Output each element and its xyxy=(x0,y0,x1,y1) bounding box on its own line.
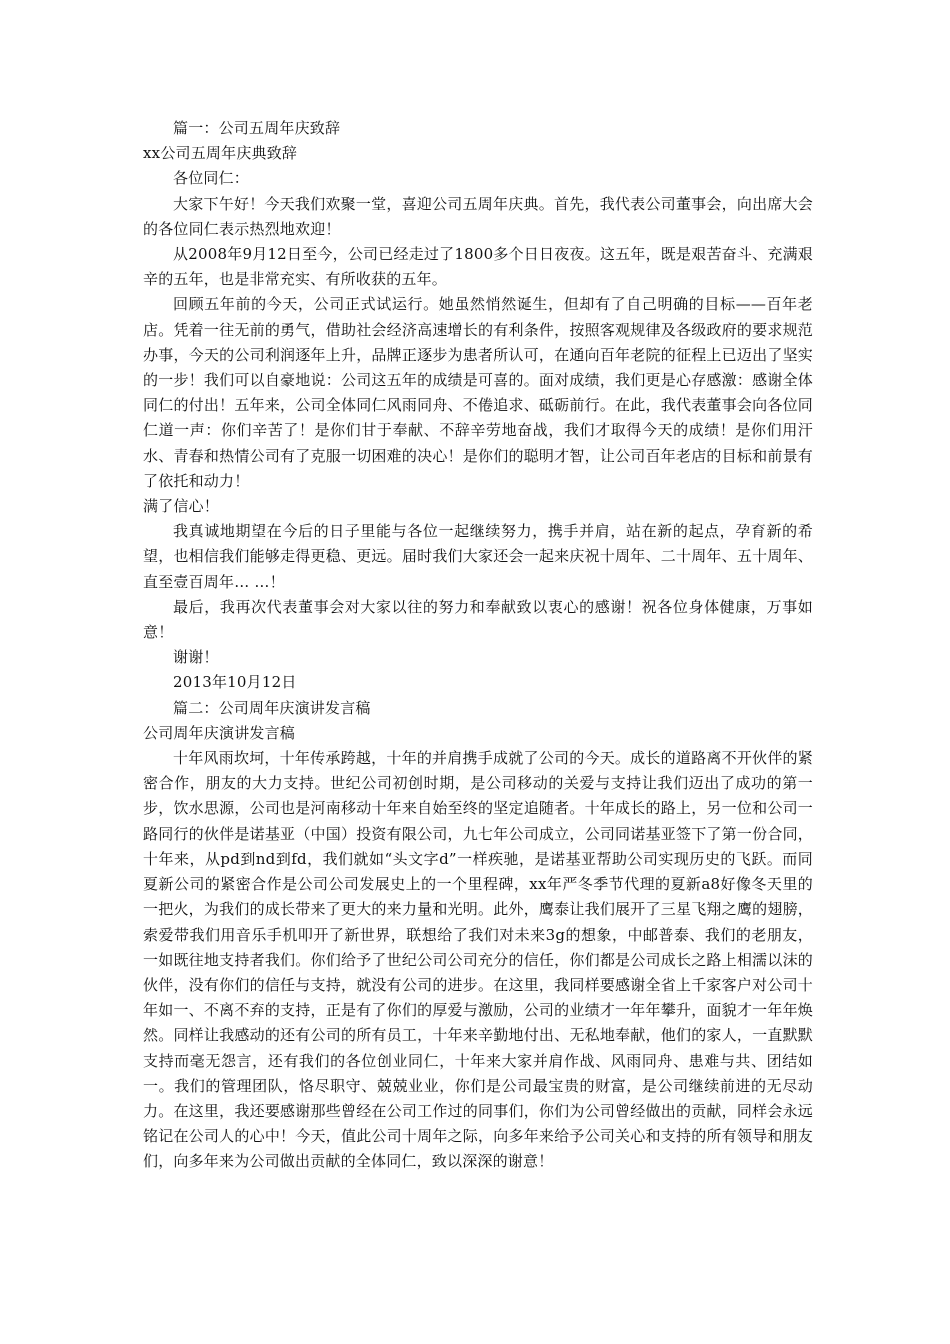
section-one-heading: 篇一：公司五周年庆致辞 xyxy=(173,119,341,137)
section-two-title: 公司周年庆演讲发言稿 xyxy=(143,723,296,742)
paragraph-hope: 我真诚地期望在今后的日子里能与各位一起继续努力，携手并肩，站在新的起点，孕育新的希望，也相信我们能够走得更稳、更远。届时我们大家还会一起来庆祝十周年、二十周年、五十周年、直至壹百周年… …！ xyxy=(143,522,813,591)
paragraph-five-years: 从2008年9月12日至今，公司已经走过了1800多个日日夜夜。这五年，既是艰苦奋斗、充满艰辛的五年，也是非常充实、有所收获的五年。 xyxy=(143,245,813,289)
paragraph-ten-years: 十年风雨坎坷，十年传承跨越，十年的并肩携手成就了公司的今天。成长的道路离不开伙伴的紧密合作，朋友的大力支持。世纪公司初创时期，是公司移动的关爱与支持让我们迈出了成功的第一步，饮水思源，公司也是河南移动十年来自始至终的坚定追随者。十年成长的路上，另一位和公司一路同行的伙伴是诺基亚（中国）投资有限公司，九七年公司成立，公司同诺基亚签下了第一份合同，十年来，从pd到nd到fd，我们就如“头文字d”一样疾驰，是诺基亚帮助公司实现历史的飞跃。而同夏新公司的紧密合作是公司公司发展史上的一个里程碑，xx年严冬季节代理的夏新a8好像冬天里的一把火，为我们的成长带来了更大的来力量和光明。此外，鹰泰让我们展开了三星飞翔之鹰的翅膀，索爱带我们用音乐手机叩开了新世界，联想给了我们对未来3g的想象，中邮普泰、我们的老朋友，一如既往地支持者我们。你们给予了世纪公司公司充分的信任，你们都是公司成长之路上相濡以沫的伙伴，没有你们的信任与支持，就没有公司的进步。在这里，我同样要感谢全省上千家客户对公司十年如一、不离不弃的支持，正是有了你们的厚爱与激励，公司的业绩才一年年攀升，面貌才一年年焕然。同样让我感动的还有公司的所有员工，十年来辛勤地付出、无私地奉献，他们的家人，一直默默支持而毫无怨言，还有我们的各位创业同仁，十年来大家并肩作战、风雨同舟、患难与共、团结如一。我们的管理团队，恪尽职守、兢兢业业，你们是公司最宝贵的财富，是公司继续前进的无尽动力。在这里，我还要感谢那些曾经在公司工作过的同事们，你们为公司曾经做出的贡献，同样会永远铭记在公司人的心中！今天，值此公司十周年之际，向多年来给予公司关心和支持的所有领导和朋友们，向多年来为公司做出贡献的全体同仁，致以深深的谢意！ xyxy=(143,749,813,1171)
section-two-heading: 篇二：公司周年庆演讲发言稿 xyxy=(173,698,371,717)
section-one-title: xx公司五周年庆典致辞 xyxy=(143,144,298,163)
document-body xyxy=(143,116,813,1175)
paragraph-date: 2013年10月12日 xyxy=(173,673,297,692)
paragraph-thanks: 谢谢！ xyxy=(173,648,219,667)
paragraph-welcome: 大家下午好！今天我们欢聚一堂，喜迎公司五周年庆典。首先，我代表公司董事会，向出席大会的各位同仁表示热烈地欢迎！ xyxy=(143,194,813,238)
salutation: 各位同仁： xyxy=(173,169,250,188)
paragraph-review: 回顾五年前的今天，公司正式试运行。她虽然悄然诞生，但却有了自己明确的目标——百年老店。凭着一往无前的勇气，借助社会经济高速增长的有利条件，按照客观规律及各级政府的要求规范办事，今天的公司利润逐年上升，品牌正逐步为患者所认可，在通向百年老院的征程上已迈出了坚实的一步！我们可以自豪地说：公司这五年的成绩是可喜的。面对成绩，我们更是心存感激：感谢全体同仁的付出！五年来，公司全体同仁风雨同舟、不倦追求、砥砺前行。在此，我代表董事会向各位同仁道一声：你们辛苦了！是你们甘于奉献、不辞辛劳地奋战，我们才取得今天的成绩！是你们用汗水、青春和热情公司有了克服一切困难的决心！是你们的聪明才智，让公司百年老店的目标和前景有了依托和动力！ xyxy=(143,295,813,490)
paragraph-fragment: 满了信心！ xyxy=(143,497,220,516)
paragraph-closing: 最后，我再次代表董事会对大家以往的努力和奉献致以衷心的感谢！祝各位身体健康，万事如意！ xyxy=(143,597,813,642)
